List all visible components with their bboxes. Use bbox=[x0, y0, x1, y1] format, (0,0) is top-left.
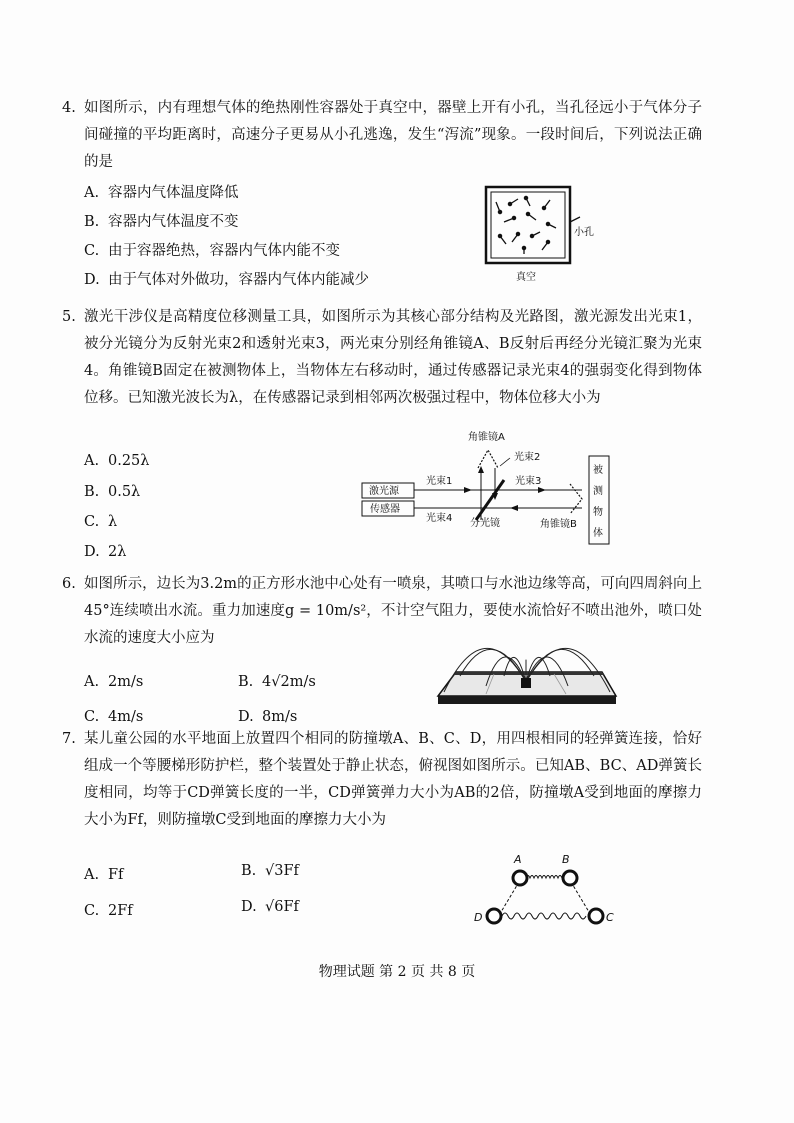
option-text: 容器内气体温度不变 bbox=[108, 214, 239, 230]
option-letter: D. bbox=[84, 272, 100, 288]
option-text: √3Ff bbox=[265, 863, 299, 879]
question-number: 5. bbox=[62, 309, 76, 325]
option-a[interactable] bbox=[84, 450, 149, 472]
gas-container-figure bbox=[478, 184, 608, 284]
bollard-b bbox=[563, 871, 577, 885]
option-letter: D. bbox=[238, 709, 254, 725]
option-c[interactable] bbox=[84, 706, 143, 728]
option-letter: B. bbox=[241, 863, 257, 879]
option-text: 4√2m/s bbox=[262, 674, 316, 690]
option-b[interactable] bbox=[238, 671, 316, 693]
gas-molecules bbox=[496, 196, 556, 254]
option-text: √6Ff bbox=[265, 899, 299, 915]
question-5 bbox=[62, 304, 702, 412]
question-number: 6. bbox=[62, 576, 76, 592]
sensor-label: 传感器 bbox=[370, 504, 400, 515]
option-text: 4m/s bbox=[108, 709, 144, 725]
splitter-label: 分光镜 bbox=[470, 518, 500, 529]
option-letter: D. bbox=[84, 544, 100, 560]
question-text: 如图所示，内有理想气体的绝热刚性容器处于真空中，器壁上开有小孔，当孔径远小于气体分子间碰撞的平均距离时，高速分子更易从小孔逃逸，发生“泻流”现象。一段时间后，下列说法正确的是 bbox=[84, 100, 702, 170]
option-letter: C. bbox=[84, 903, 100, 919]
laser-label: 激光源 bbox=[369, 486, 399, 497]
point-d-label: D bbox=[474, 911, 483, 924]
option-text: 由于容器绝热，容器内气体内能不变 bbox=[108, 243, 340, 259]
object-char: 物 bbox=[593, 507, 603, 518]
object-char: 体 bbox=[593, 528, 603, 539]
question-4 bbox=[62, 95, 702, 176]
beam-3-label: 光束3 bbox=[515, 476, 542, 487]
option-letter: A. bbox=[84, 674, 100, 690]
option-b[interactable] bbox=[84, 211, 239, 233]
option-c[interactable] bbox=[84, 240, 340, 262]
point-a-label: A bbox=[514, 853, 522, 866]
bollard-c bbox=[589, 909, 603, 923]
object-char: 被 bbox=[593, 465, 603, 476]
bollard-a bbox=[513, 871, 527, 885]
point-c-label: C bbox=[606, 911, 614, 924]
vacuum-label: 真空 bbox=[516, 272, 536, 283]
option-letter: C. bbox=[84, 709, 100, 725]
question-number: 7. bbox=[62, 731, 76, 747]
corner-mirror-a bbox=[478, 450, 498, 468]
option-a[interactable] bbox=[84, 671, 143, 693]
option-letter: C. bbox=[84, 243, 100, 259]
option-letter: B. bbox=[84, 484, 100, 500]
option-text: Ff bbox=[108, 867, 124, 883]
hole-label: 小孔 bbox=[574, 227, 594, 238]
option-a[interactable] bbox=[84, 182, 239, 204]
option-text: 由于气体对外做功，容器内气体内能减少 bbox=[108, 272, 369, 288]
interferometer-figure bbox=[360, 428, 630, 550]
option-d[interactable] bbox=[238, 706, 297, 728]
fountain-figure bbox=[434, 620, 620, 710]
question-text: 如图所示，边长为3.2m的正方形水池中心处有一喷泉，其喷口与水池边缘等高，可向四周斜向上45°连续喷出水流。重力加速度g = 10m/s²，不计空气阻力，要使水流恰好不喷出池外，喷口处水流的速度大小应为 bbox=[84, 576, 702, 646]
pool-edge bbox=[438, 696, 616, 704]
mirror-b-label: 角锥镜B bbox=[540, 519, 577, 530]
question-number: 4. bbox=[62, 100, 76, 116]
option-text: 8m/s bbox=[262, 709, 298, 725]
option-a[interactable] bbox=[84, 864, 123, 886]
option-c[interactable] bbox=[84, 511, 117, 533]
option-text: 0.25λ bbox=[108, 453, 150, 469]
option-letter: D. bbox=[241, 899, 257, 915]
option-text: λ bbox=[108, 514, 118, 530]
option-letter: A. bbox=[84, 867, 100, 883]
option-text: 0.5λ bbox=[108, 484, 141, 500]
question-text: 某儿童公园的水平地面上放置四个相同的防撞墩A、B、C、D，用四根相同的轻弹簧连接，恰好组成一个等腰梯形防护栏，整个装置处于静止状态，俯视图如图所示。已知AB、BC、AD弹簧长度相同，均等于CD弹簧长度的一半，CD弹簧弹力大小为AB的2倍，防撞墩A受到地面的摩擦力大小为Ff，则防撞墩C受到地面的摩擦力大小为 bbox=[84, 731, 702, 828]
point-b-label: B bbox=[562, 853, 570, 866]
option-b[interactable] bbox=[241, 860, 299, 882]
fountain-nozzle bbox=[521, 678, 531, 688]
option-text: 2Ff bbox=[108, 903, 133, 919]
option-letter: B. bbox=[84, 214, 100, 230]
option-letter: A. bbox=[84, 453, 100, 469]
page-footer: 物理试题 第 2 页 共 8 页 bbox=[318, 964, 476, 980]
corner-mirror-b bbox=[570, 484, 582, 514]
question-7 bbox=[62, 726, 702, 834]
option-c[interactable] bbox=[84, 900, 133, 922]
option-letter: A. bbox=[84, 185, 100, 201]
option-d[interactable] bbox=[84, 269, 369, 291]
option-text: 2λ bbox=[108, 544, 127, 560]
option-d[interactable] bbox=[84, 541, 126, 563]
option-letter: B. bbox=[238, 674, 254, 690]
option-b[interactable] bbox=[84, 481, 140, 503]
option-text: 2m/s bbox=[108, 674, 144, 690]
option-letter: C. bbox=[84, 514, 100, 530]
option-d[interactable] bbox=[241, 896, 299, 918]
mirror-a-label: 角锥镜A bbox=[468, 432, 505, 443]
question-text: 激光干涉仪是高精度位移测量工具，如图所示为其核心部分结构及光路图，激光源发出光束1，被分光镜分为反射光束2和透射光束3，两光束分别经角锥镜A、B反射后再经分光镜汇聚为光束4。角锥镜B固定在被测物体上，当物体左右移动时，通过传感器记录光束4的强弱变化得到物体位移。已知激光波长为λ，在传感器记录到相邻两次极强过程中，物体位移大小为 bbox=[84, 309, 702, 406]
bollard-d bbox=[487, 909, 501, 923]
option-text: 容器内气体温度降低 bbox=[108, 185, 239, 201]
object-char: 测 bbox=[593, 486, 603, 497]
beam-4-label: 光束4 bbox=[426, 513, 453, 524]
beam-1-label: 光束1 bbox=[426, 476, 453, 487]
barrier-figure bbox=[470, 848, 620, 928]
beam-2-label: 光束2 bbox=[514, 452, 541, 463]
beam-splitter bbox=[476, 480, 504, 520]
